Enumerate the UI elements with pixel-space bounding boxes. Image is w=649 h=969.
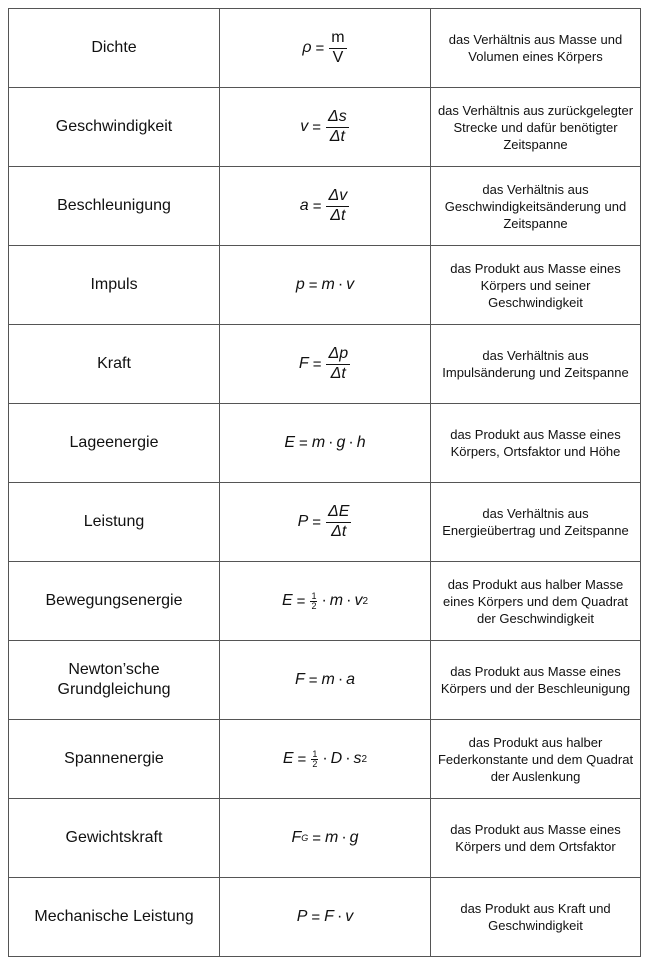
term-cell: Dichte [9,9,220,88]
power-formula [298,504,353,541]
factor: g [349,829,359,846]
term-cell: Mechanische Leistung [9,878,220,957]
half-fraction [311,750,318,769]
formula-cell [220,246,431,325]
formula-cell [220,720,431,799]
factor: D [330,750,343,767]
table-row [9,799,641,878]
fraction [326,504,351,541]
term-line: Grundgleichung [57,681,171,698]
numerator: ΔE [326,504,351,523]
formula-lhs: a [299,197,309,214]
multiply-dot: · [321,592,327,609]
term-cell: Kraft [9,325,220,404]
formula-lhs: F [298,355,309,372]
table-row [9,9,641,88]
acceleration-formula [300,188,350,225]
formula-lhs: P [297,513,309,530]
multiply-dot: · [337,671,344,688]
description-cell: das Produkt aus Masse eines Körpers und dem Ortsfaktor [431,799,641,878]
denominator: V [332,48,344,66]
kinetic-energy-formula [282,592,368,611]
multiply-dot: · [345,750,351,767]
multiply-dot: · [346,592,352,609]
factor: m [321,671,335,688]
factor: v [345,908,354,925]
formula-lhs: E [282,750,294,767]
term-cell [9,641,220,720]
factor: a [346,671,356,688]
factor: v [346,276,355,293]
term-cell: Beschleunigung [9,167,220,246]
formula-cell [220,404,431,483]
equals-sign: = [312,197,322,215]
newton-formula [295,671,355,689]
equals-sign: = [312,118,322,136]
factor: g [336,434,346,451]
formula-cell [220,483,431,562]
table-row [9,325,641,404]
fraction [326,188,349,225]
potential-energy-formula [284,434,365,452]
formula-cell [220,878,431,957]
formula-cell [220,562,431,641]
denominator: Δt [331,522,347,540]
equals-sign: = [297,750,307,768]
denominator: Δt [330,364,346,382]
fraction [326,346,350,383]
exponent: 2 [362,595,368,607]
numerator: Δp [326,346,350,365]
term-cell: Impuls [9,246,220,325]
formula-lhs: ρ [302,39,312,56]
numerator: Δv [326,188,349,207]
factor: F [324,908,334,925]
formula-cell [220,88,431,167]
formula-lhs: v [300,118,309,135]
formula-sheet [8,8,641,957]
table-row [9,404,641,483]
factor: m [329,592,344,609]
multiply-dot: · [337,276,344,293]
table-row [9,641,641,720]
formula-cell [220,167,431,246]
fraction [326,109,349,146]
formula-lhs: E [282,592,293,609]
description-cell: das Produkt aus halber Masse eines Körpers und dem Quadrat der Geschwindigkeit [431,562,641,641]
description-cell: das Produkt aus Masse eines Körpers, Ortsfaktor und Höhe [431,404,641,483]
weight-formula [291,829,358,847]
exponent: 2 [361,753,368,765]
half-fraction [310,592,317,611]
numerator: 1 [311,590,317,601]
physics-formula-table [8,8,641,957]
equals-sign: = [299,434,308,452]
equals-sign: = [312,355,322,373]
multiply-dot: · [328,434,334,451]
spring-energy-formula [283,750,367,769]
table-row [9,167,641,246]
table-row [9,562,641,641]
formula-lhs: p [295,276,305,293]
formula-lhs: F [291,829,302,846]
denominator: Δt [329,127,345,145]
description-cell: das Verhältnis aus Impulsänderung und Zeitspanne [431,325,641,404]
formula-cell [220,9,431,88]
equals-sign: = [311,908,321,926]
velocity-formula [300,109,350,146]
table-row [9,88,641,167]
description-cell: das Verhältnis aus Geschwindigkeitsänderung und Zeitspanne [431,167,641,246]
description-cell: das Verhältnis aus zurückgelegter Strecke und dafür benötigter Zeitspanne [431,88,641,167]
multiply-dot: · [336,908,343,925]
term-cell: Bewegungsenergie [9,562,220,641]
multiply-dot: · [322,750,328,767]
description-cell: das Produkt aus halber Federkonstante und dem Quadrat der Auslenkung [431,720,641,799]
factor: v [354,592,363,609]
equals-sign: = [312,513,322,531]
equals-sign: = [308,671,318,689]
term-cell: Lageenergie [9,404,220,483]
table-row [9,483,641,562]
term-cell: Gewichtskraft [9,799,220,878]
formula-lhs: F [294,671,305,688]
fraction [329,30,346,67]
factor: m [325,829,339,846]
denominator: 2 [311,600,317,611]
term-cell: Geschwindigkeit [9,88,220,167]
formula-cell [220,641,431,720]
numerator: 1 [312,748,318,759]
multiply-dot: · [348,434,354,451]
term-cell: Spannenergie [9,720,220,799]
numerator: m [329,30,346,49]
table-row [9,720,641,799]
term-cell: Leistung [9,483,220,562]
denominator: Δt [330,206,346,224]
momentum-formula [296,276,354,294]
multiply-dot: · [341,829,347,846]
numerator: Δs [326,109,349,128]
table-row [9,878,641,957]
formula-cell [220,325,431,404]
factor: m [311,434,326,451]
factor: h [356,434,366,451]
description-cell: das Verhältnis aus Energieübertrag und Zeitspanne [431,483,641,562]
factor: m [321,276,335,293]
table-row [9,246,641,325]
description-cell: das Verhältnis aus Masse und Volumen eines Körpers [431,9,641,88]
formula-lhs: E [284,434,296,451]
term-line: Newton’sche [68,661,160,678]
force-formula [299,346,351,383]
description-cell: das Produkt aus Kraft und Geschwindigkeit [431,878,641,957]
formula-cell [220,799,431,878]
equals-sign: = [315,39,325,57]
formula-lhs: P [296,908,308,925]
equals-sign: = [296,592,306,610]
denominator: 2 [312,758,318,769]
equals-sign: = [312,829,321,847]
subscript: G [301,833,309,843]
equals-sign: = [308,276,318,294]
description-cell: das Produkt aus Masse eines Körpers und seiner Geschwindigkeit [431,246,641,325]
mechanical-power-formula [297,908,354,926]
description-cell: das Produkt aus Masse eines Körpers und der Beschleunigung [431,641,641,720]
density-formula [302,30,347,67]
factor: s [353,750,362,767]
